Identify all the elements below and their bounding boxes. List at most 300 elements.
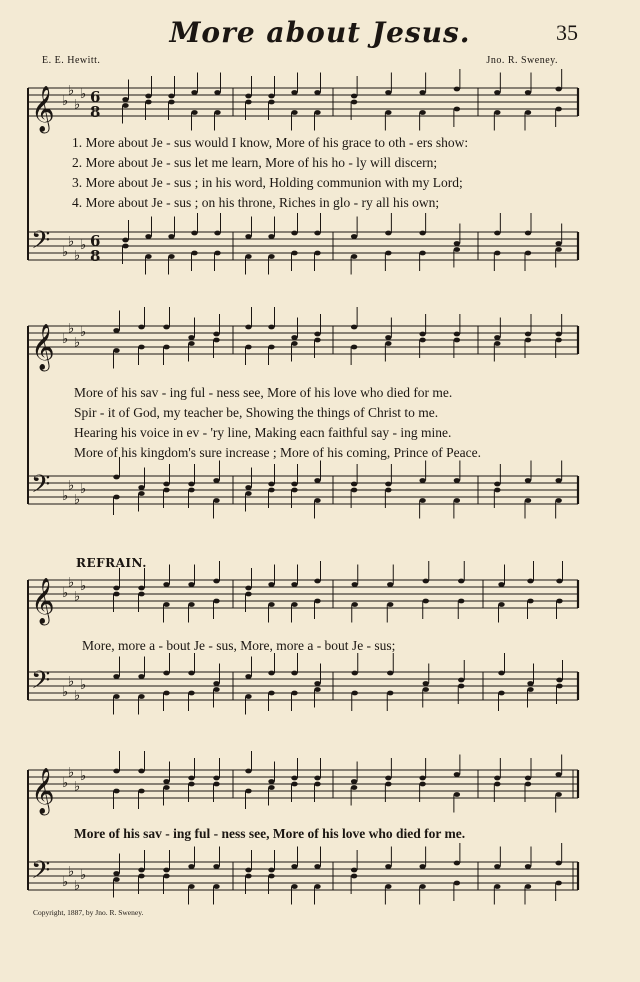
bass-note (188, 671, 194, 676)
treble-note (145, 100, 151, 105)
treble-note (291, 341, 297, 346)
treble-note (188, 341, 194, 346)
bass-note (494, 864, 500, 869)
treble-note (419, 110, 425, 115)
treble-note (291, 782, 297, 787)
time-signature: 6 (90, 88, 101, 106)
flat-sign: ♭ (62, 245, 69, 260)
bass-note (555, 478, 561, 483)
flat-sign: ♭ (80, 579, 87, 594)
treble-clef: 𝄞 (31, 768, 55, 814)
flat-sign: ♭ (74, 688, 81, 704)
treble-note (494, 90, 500, 95)
bass-note (454, 861, 460, 866)
treble-note (191, 90, 197, 95)
flat-sign: ♭ (62, 332, 69, 347)
bass-note (555, 241, 561, 246)
bass-note (213, 884, 219, 889)
treble-note (527, 579, 533, 584)
flat-sign: ♭ (68, 575, 75, 591)
bass-note (113, 495, 119, 500)
treble-note (498, 582, 504, 587)
bass-note (291, 884, 297, 889)
bass-note (494, 251, 500, 256)
flat-sign: ♭ (80, 769, 87, 784)
bass-note (419, 231, 425, 236)
bass-note (163, 671, 169, 676)
flat-sign: ♭ (74, 335, 81, 351)
flat-sign: ♭ (74, 492, 81, 508)
bass-note (494, 488, 500, 493)
bass-note (245, 694, 251, 699)
bass-clef: 𝄢 (31, 470, 51, 505)
flat-sign: ♭ (62, 586, 69, 601)
bass-note (385, 864, 391, 869)
bass-note (314, 681, 320, 686)
verse-2-line: 2. More about Je - sus let me learn, More of his ho - ly will discern; (72, 155, 438, 170)
flat-sign: ♭ (68, 864, 75, 880)
bass-note (314, 864, 320, 869)
flat-sign: ♭ (62, 94, 69, 109)
treble-note (314, 110, 320, 115)
bass-note (163, 874, 169, 879)
treble-note (352, 602, 358, 607)
treble-note (268, 345, 274, 350)
treble-note (213, 579, 219, 584)
bass-note (454, 498, 460, 503)
bass-note (525, 478, 531, 483)
treble-note (419, 332, 425, 337)
bass-note (245, 491, 251, 496)
bass-note (291, 671, 297, 676)
treble-note (291, 582, 297, 587)
treble-note (314, 332, 320, 337)
treble-note (168, 100, 174, 105)
treble-note (191, 110, 197, 115)
treble-note (268, 582, 274, 587)
treble-note (351, 345, 357, 350)
flat-sign: ♭ (62, 489, 69, 504)
bass-note (387, 691, 393, 696)
bass-note (494, 231, 500, 236)
bass-note (213, 498, 219, 503)
treble-note (385, 110, 391, 115)
bass-note (268, 488, 274, 493)
bass-note (314, 687, 320, 692)
copyright-notice: Copyright, 1887, by Jno. R. Sweney. (33, 908, 144, 917)
bass-note (351, 868, 357, 873)
bass-note (113, 674, 119, 679)
bass-note (245, 868, 251, 873)
treble-note (494, 341, 500, 346)
flat-sign: ♭ (68, 674, 75, 690)
bass-note (352, 691, 358, 696)
treble-note (213, 782, 219, 787)
flat-sign: ♭ (68, 234, 75, 250)
bass-note (188, 884, 194, 889)
treble-note (268, 785, 274, 790)
flat-sign: ♭ (74, 589, 81, 605)
bass-note (291, 691, 297, 696)
treble-note (527, 599, 533, 604)
treble-note (525, 782, 531, 787)
bass-note (291, 251, 297, 256)
treble-note (454, 338, 460, 343)
treble-note (268, 94, 274, 99)
bass-note (555, 861, 561, 866)
treble-note (188, 776, 194, 781)
treble-note (314, 782, 320, 787)
bass-note (163, 691, 169, 696)
bass-note (351, 874, 357, 879)
treble-note (245, 325, 251, 330)
bass-note (163, 482, 169, 487)
bass-note (291, 864, 297, 869)
treble-note (498, 602, 504, 607)
treble-note (245, 592, 251, 597)
bass-note (188, 864, 194, 869)
bass-note (385, 884, 391, 889)
treble-note (419, 782, 425, 787)
treble-note (454, 107, 460, 112)
bass-note (163, 868, 169, 873)
flat-sign: ♭ (74, 97, 81, 113)
bass-note (113, 694, 119, 699)
treble-note (555, 87, 561, 92)
bass-note (498, 691, 504, 696)
treble-note (188, 602, 194, 607)
bass-note (423, 681, 429, 686)
refrain-lyric-1: More, more a - bout Je - sus, More, more a - bout Je - sus; (82, 638, 396, 653)
treble-note (314, 338, 320, 343)
bass-note (387, 671, 393, 676)
flat-sign: ♭ (74, 248, 81, 264)
treble-note (245, 769, 251, 774)
bass-note (385, 231, 391, 236)
time-signature: 8 (90, 103, 101, 121)
treble-note (291, 335, 297, 340)
bass-note (245, 874, 251, 879)
bass-note (138, 694, 144, 699)
treble-note (245, 586, 251, 591)
bass-note (556, 678, 562, 683)
bass-note (113, 871, 119, 876)
bass-note (291, 488, 297, 493)
treble-note (351, 94, 357, 99)
bass-clef: 𝄢 (31, 856, 51, 891)
treble-note (138, 592, 144, 597)
author-credit: E. E. Hewitt. (42, 55, 101, 66)
treble-note (555, 332, 561, 337)
treble-note (419, 90, 425, 95)
treble-note (291, 776, 297, 781)
treble-note (419, 338, 425, 343)
treble-note (138, 789, 144, 794)
bass-note (555, 498, 561, 503)
flat-sign: ♭ (62, 685, 69, 700)
bass-note (191, 251, 197, 256)
bass-note (188, 488, 194, 493)
bass-note (214, 231, 220, 236)
flat-sign: ♭ (74, 878, 81, 894)
bass-note (188, 691, 194, 696)
treble-note (351, 779, 357, 784)
treble-note (314, 90, 320, 95)
bass-note (191, 231, 197, 236)
treble-note (454, 332, 460, 337)
flat-sign: ♭ (68, 478, 75, 494)
treble-note (113, 789, 119, 794)
bass-note (245, 485, 251, 490)
treble-note (268, 602, 274, 607)
treble-note (555, 792, 561, 797)
bass-note (419, 498, 425, 503)
time-signature: 6 (90, 232, 101, 250)
bass-note (352, 671, 358, 676)
treble-note (138, 345, 144, 350)
bass-note (494, 482, 500, 487)
bass-note (168, 254, 174, 259)
treble-note (525, 776, 531, 781)
bass-note (168, 234, 174, 239)
flat-sign: ♭ (80, 325, 87, 340)
verse-1-line-b: More of his sav - ing ful - ness see, More of his love who died for me. (74, 385, 453, 400)
bass-note (138, 485, 144, 490)
treble-note (525, 110, 531, 115)
treble-note (494, 782, 500, 787)
treble-note (163, 785, 169, 790)
treble-note (268, 779, 274, 784)
bass-note (419, 478, 425, 483)
treble-note (458, 579, 464, 584)
treble-note (291, 602, 297, 607)
treble-note (291, 110, 297, 115)
treble-note (163, 325, 169, 330)
bass-clef: 𝄢 (31, 226, 51, 261)
bass-note (314, 231, 320, 236)
treble-note (555, 772, 561, 777)
bass-note (268, 671, 274, 676)
treble-note (213, 776, 219, 781)
bass-note (314, 478, 320, 483)
bass-note (213, 681, 219, 686)
treble-note (351, 325, 357, 330)
flat-sign: ♭ (80, 238, 87, 253)
treble-note (494, 110, 500, 115)
bass-note (113, 475, 119, 480)
treble-note (138, 325, 144, 330)
treble-note (214, 90, 220, 95)
bass-note (314, 251, 320, 256)
treble-note (213, 332, 219, 337)
bass-note (454, 247, 460, 252)
treble-note (268, 325, 274, 330)
bass-note (122, 244, 128, 249)
treble-note (113, 586, 119, 591)
bass-note (145, 254, 151, 259)
treble-note (385, 341, 391, 346)
flat-sign: ♭ (80, 678, 87, 693)
bass-note (245, 234, 251, 239)
treble-note (113, 348, 119, 353)
treble-note (387, 602, 393, 607)
treble-note (168, 94, 174, 99)
treble-note (555, 107, 561, 112)
bass-note (122, 238, 128, 243)
treble-note (458, 599, 464, 604)
treble-note (556, 599, 562, 604)
page-number: 35 (556, 20, 578, 45)
bass-note (145, 234, 151, 239)
treble-note (419, 776, 425, 781)
treble-note (113, 328, 119, 333)
treble-note (556, 579, 562, 584)
refrain-label: REFRAIN. (76, 556, 147, 570)
flat-sign: ♭ (80, 87, 87, 102)
treble-note (454, 792, 460, 797)
bass-note (556, 684, 562, 689)
flat-sign: ♭ (68, 83, 75, 99)
flat-sign: ♭ (80, 482, 87, 497)
treble-note (525, 338, 531, 343)
verse-4-line: 4. More about Je - sus ; on his throne, Riches in glo - ry all his own; (72, 195, 440, 210)
bass-note (314, 884, 320, 889)
refrain-lyric-2: More of his sav - ing ful - ness see, More of his love who died for me. (74, 826, 466, 841)
treble-note (138, 586, 144, 591)
bass-clef: 𝄢 (31, 666, 51, 701)
treble-note (555, 338, 561, 343)
bass-note (351, 254, 357, 259)
treble-note (113, 769, 119, 774)
bass-note (458, 684, 464, 689)
treble-note (387, 582, 393, 587)
bass-note (138, 491, 144, 496)
treble-note (138, 769, 144, 774)
treble-note (245, 94, 251, 99)
bass-note (213, 864, 219, 869)
treble-note (423, 579, 429, 584)
bass-note (525, 251, 531, 256)
bass-note (268, 254, 274, 259)
treble-note (525, 332, 531, 337)
bass-note (419, 864, 425, 869)
bass-note (268, 234, 274, 239)
bass-note (555, 881, 561, 886)
bass-note (291, 482, 297, 487)
bass-note (454, 881, 460, 886)
treble-note (314, 776, 320, 781)
treble-note (213, 599, 219, 604)
treble-note (214, 110, 220, 115)
bass-note (525, 864, 531, 869)
treble-note (122, 103, 128, 108)
treble-note (213, 338, 219, 343)
treble-note (351, 785, 357, 790)
treble-note (494, 335, 500, 340)
treble-note (291, 90, 297, 95)
treble-note (163, 779, 169, 784)
page-title: More about Jesus. (169, 16, 471, 49)
bass-note (113, 877, 119, 882)
treble-note (385, 90, 391, 95)
flat-sign: ♭ (80, 868, 87, 883)
treble-note (188, 582, 194, 587)
bass-note (525, 231, 531, 236)
verse-2-line-b: Spir - it of God, my teacher be, Showing the things of Christ to me. (74, 405, 439, 420)
verse-3-line: 3. More about Je - sus ; in his word, Holding communion with my Lord; (72, 175, 463, 190)
treble-note (188, 782, 194, 787)
bass-note (385, 482, 391, 487)
bass-note (163, 488, 169, 493)
time-signature: 8 (90, 247, 101, 265)
composer-credit: Jno. R. Sweney. (486, 55, 558, 66)
verse-3-line-b: Hearing his voice in ev - 'ry line, Making eacn faithful say - ing mine. (74, 425, 452, 440)
treble-note (245, 100, 251, 105)
treble-note (352, 582, 358, 587)
verse-4-line-b: More of his kingdom's sure increase ; More of his coming, Prince of Peace. (74, 445, 481, 460)
verse-1-line: 1. More about Je - sus would I know, More of his grace to oth - ers show: (72, 135, 469, 150)
treble-note (268, 100, 274, 105)
treble-clef: 𝄞 (31, 578, 55, 624)
treble-clef: 𝄞 (31, 86, 55, 132)
bass-note (138, 868, 144, 873)
bass-note (268, 874, 274, 879)
flat-sign: ♭ (68, 765, 75, 781)
bass-note (138, 874, 144, 879)
treble-note (385, 335, 391, 340)
bass-note (351, 488, 357, 493)
treble-note (314, 579, 320, 584)
treble-note (454, 87, 460, 92)
bass-note (291, 231, 297, 236)
treble-note (163, 602, 169, 607)
treble-note (122, 97, 128, 102)
treble-note (494, 776, 500, 781)
bass-note (494, 884, 500, 889)
treble-note (113, 592, 119, 597)
treble-note (145, 94, 151, 99)
treble-note (525, 90, 531, 95)
bass-note (423, 687, 429, 692)
treble-note (423, 599, 429, 604)
bass-note (138, 674, 144, 679)
bass-note (385, 251, 391, 256)
flat-sign: ♭ (62, 875, 69, 890)
bass-note (245, 674, 251, 679)
bass-note (525, 498, 531, 503)
treble-note (351, 100, 357, 105)
bass-note (527, 687, 533, 692)
bass-note (268, 868, 274, 873)
bass-note (351, 234, 357, 239)
bass-note (419, 251, 425, 256)
bass-note (527, 681, 533, 686)
treble-note (245, 345, 251, 350)
treble-note (314, 599, 320, 604)
bass-note (188, 482, 194, 487)
bass-note (351, 482, 357, 487)
bass-note (213, 687, 219, 692)
bass-note (213, 478, 219, 483)
bass-note (419, 884, 425, 889)
bass-note (525, 884, 531, 889)
bass-note (555, 247, 561, 252)
bass-note (214, 251, 220, 256)
bass-note (498, 671, 504, 676)
treble-clef: 𝄞 (31, 324, 55, 370)
bass-note (385, 488, 391, 493)
bass-note (245, 254, 251, 259)
